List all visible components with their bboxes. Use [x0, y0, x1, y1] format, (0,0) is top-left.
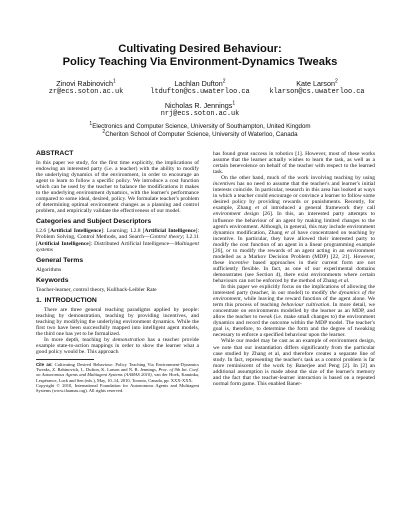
intro-paragraph-2: In more depth, teaching by demonstration has a teacher provide example state-to-action mappings in order to show the learner what a good policy would be. This approach — [36, 336, 200, 356]
body-paragraph-4: While our model may be cast as an example of environment design, we note that our instantiation differs significantly from the particular case studied by Zhang et al, and therefore creates a separate line of study. In fact, representing the teacher's task as a control problem is far more reminiscent of the work by Banerjee and Peng [2]. In [2] an additional assumption is made about the size of the learner's memory and the fact that the teacher-learner interaction is based on a repeated normal form game. This enabled Baner- — [213, 338, 375, 387]
intro-paragraph-1: There are three general teaching paradigms applied by people: teaching by demonstration, teaching by providing incentives, and teaching by modifying the underlying environment dynamics. While the first two have been successfully mapped into intelligent agent models, the third one has yet to be formalized. — [36, 306, 199, 337]
author-block — [0, 80, 400, 120]
author-email: zr@ecs.soton.ac.uk — [48, 88, 124, 97]
keywords-text: Teacher-learner, control theory, Kullback-Leibler Rate — [36, 286, 157, 293]
footnote-divider — [36, 359, 94, 360]
paper-title-line-1: Cultivating Desired Behaviour: — [118, 43, 282, 55]
abstract-text: In this paper we study, for the first time explicitly, the implications of endowing an interested party (i.e. a teacher) with the ability to modify the underlying dynamics of the environment, in order to encourage an agent to learn to follow a specific policy. We introduce a cost function which can be used by the teacher to balance the modifications it makes to the underlying environment dynamics, with the learner's performance compared to some ideal, desired, policy. We formulate teacher's problem of determining optimal environment changes as a planning and control problem, and empirically validate the effectiveness of our model. — [36, 160, 199, 215]
body-paragraph-3: In this paper we explicitly focus on the implications of allowing the interested party (teacher, in our model) to modify the dynamics of the environment, while leaving the reward function of the agent alone. We term this process of teaching behaviour cultivation. In more detail, we concentrate on environments modelled by the learner as an MDP, and allow the teacher to tweak (i.e. make small changes to) the environment dynamics and record the outcome within the MDP model. The teacher's goal is, therefore, to determine the form and the degree of tweaking necessary to enforce a specified behaviour upon the learner. — [213, 284, 375, 339]
categories-heading: Categories and Subject Descriptors — [36, 218, 152, 226]
author-affiliation-mark: 1 — [232, 100, 236, 107]
affiliation-text: Electronics and Computer Science, University of Southampton, United Kingdom — [92, 123, 311, 130]
section-number: 1. — [36, 296, 42, 304]
author-name: Kate Larson — [296, 79, 335, 88]
paper-title-line-2: Policy Teaching Via Environment-Dynamics Tweaks — [62, 56, 338, 68]
author-name: Lachlan Dufton — [174, 79, 223, 88]
categories-text: I.2.6 [Artificial Intelligence]: Learning; I.2.8 [Artificial Intelligence]: Problem Solving, Control Methods, and Search—Control theory; I.2.11 [Artificial Intelligence]: Distributed Artificial Intelligence—Multiagent systems — [36, 228, 199, 253]
affiliation-mark: 2 — [102, 128, 106, 135]
copyright-footnote: Copyright © 2010, International Foundation for Autonomous Agents and Multiagent Systems (www.ifaamas.org). All rights reserved. — [36, 382, 199, 393]
author-name: Zinovi Rabinovich — [56, 79, 113, 88]
keywords-heading: Keywords — [36, 276, 69, 284]
author-4 — [140, 102, 260, 119]
author-email: nrj@ecs.soton.ac.uk — [160, 110, 240, 119]
author-affiliation-mark: 2 — [222, 78, 226, 85]
body-paragraph-2: On the other hand, much of the work involving teaching by using incentives has no need to assume that the teacher's and learner's initial interests coincide. In particular, research in this area has looked at ways in which a teacher could encourage or convince a learner to follow some desired policy by providing rewards or punishments. Recently, for example, Zhang et al introduced a general framework they call environment design [26]. In this, an interested party attempts to influence the behaviour of an agent by making limited changes to the agent's environment. Although, in general, this may include environment dynamics modification, Zhang et al have concentrated on teaching by incentive. In particular, they have allowed their interested party to modify the cost function of an agent in a linear programming example [26], or to modify the rewards of an agent acting in an environment modelled as a Markov Decision Problem (MDP) [22, 21]. However, these incentive based approaches in their current form are not sufficiently flexible. In fact, as one of our experimental domains demonstrates (see Section 4), there exist environments where certain behaviours can not be enforced by the method of Zhang et al. — [213, 175, 376, 284]
introduction-heading — [36, 297, 199, 305]
affiliation-mark: 1 — [89, 120, 93, 127]
right-column — [213, 151, 375, 387]
affiliation-text: Cheriton School of Computer Science, University of Waterloo, Canada — [105, 131, 298, 138]
author-affiliation-mark: 1 — [112, 78, 116, 85]
section-title: INTRODUCTION — [44, 296, 97, 304]
general-terms-heading: General Terms — [36, 256, 84, 264]
affiliation-2 — [0, 128, 400, 139]
author-affiliation-mark: 2 — [334, 78, 338, 85]
author-email: klarson@cs.uwaterloo.ca — [269, 88, 365, 97]
body-paragraph-1: has found great success in robotics [1]. However, most of these works assume that the learner actually wishes to learn the task, as well as a certain benevolence on behalf of the teacher with respect to the learned task. — [213, 151, 375, 176]
citation-footnote: Cite as: Cultivating Desired Behaviour: Policy Teaching Via Environment-Dynamics Tweaks, Z. Rabinovich, L. Dufton, K. Larson and N. R. Jennings, Proc. of 9th Int. Conf. on Autonomous Agents and Multiagent Systems (AAMAS 2010), van der Hoek, Kaminka, Lespérance, Luck and Sen (eds.), May, 10–14, 2010, Toronto, Canada, pp. XXX-XXX. — [36, 362, 199, 383]
author-3 — [258, 80, 376, 97]
affiliation-1 — [0, 120, 400, 131]
author-email: ltdufton@cs.uwaterloo.ca — [150, 88, 250, 97]
author-name: Nicholas R. Jennings — [164, 101, 233, 110]
author-1 — [38, 80, 134, 97]
abstract-heading: ABSTRACT — [36, 150, 74, 157]
author-2 — [142, 80, 258, 97]
general-terms-text: Algorithms — [36, 266, 62, 273]
left-column — [36, 150, 199, 393]
